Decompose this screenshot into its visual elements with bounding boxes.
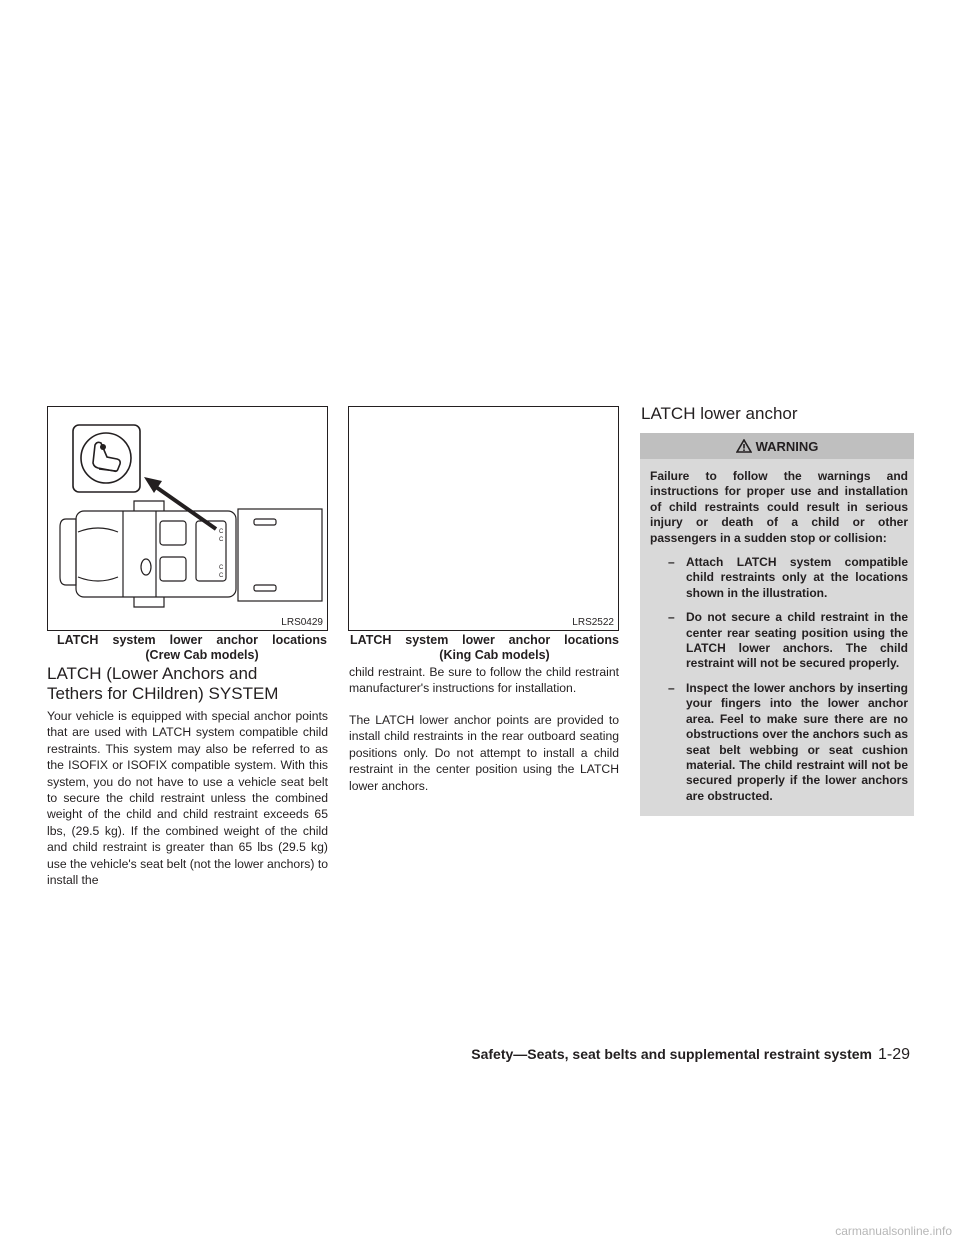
figure-king-cab	[348, 406, 619, 631]
caption-word: anchor	[216, 633, 259, 647]
svg-text:C: C	[219, 573, 224, 579]
warning-title: WARNING	[755, 438, 819, 454]
section-heading-latch-system: LATCH (Lower Anchors and Tethers for CHildren) SYSTEM	[47, 664, 279, 703]
warning-item-text: Do not secure a child restraint in the center rear seating position using the LATCH lower anchors. The child restraint will not be secured properly.	[686, 610, 908, 671]
caption-word: anchor	[508, 633, 551, 647]
footer-section-title: Safety—Seats, seat belts and supplemental restraint system	[471, 1046, 872, 1062]
caption-word: system	[405, 633, 449, 647]
figure-code: LRS2522	[572, 617, 614, 628]
warning-body	[640, 459, 914, 816]
caption-line-1	[57, 633, 327, 648]
caption-word: LATCH	[57, 633, 99, 647]
figure-caption-king-cab	[350, 633, 619, 663]
warning-intro: Failure to follow the warnings and instructions for proper use and installation of child restraints could result in serious injury or death of a child or other passengers in a sudden stop or collision:	[650, 469, 908, 545]
warning-triangle-icon	[736, 439, 752, 453]
caption-word: lower	[169, 633, 203, 647]
warning-item-text: Inspect the lower anchors by inserting your fingers into the lower anchor area. Feel to make sure there are no obstructions over the anchors such as seat belt webbing or seat cushion material. The child restraint will not be secured properly if the lower anchors are obstructed.	[686, 680, 908, 803]
warning-title-bar	[640, 433, 914, 459]
caption-word: lower	[462, 633, 495, 647]
warning-item-dash: –	[668, 610, 675, 625]
figure-caption-crew-cab	[57, 633, 327, 663]
caption-word: locations	[272, 633, 327, 647]
caption-word: system	[112, 633, 156, 647]
watermark: carmanualsonline.info	[835, 1224, 952, 1238]
crew-cab-truck-top-view	[60, 501, 322, 607]
warning-item	[650, 681, 908, 804]
warning-item-text: Attach LATCH system compatible child restraints only at the locations shown in the illustration.	[686, 555, 908, 600]
warning-item	[650, 610, 908, 672]
page-number: 1-29	[877, 1046, 910, 1063]
child-seat-icon	[73, 425, 140, 492]
warning-item-dash: –	[668, 680, 675, 695]
warning-item-dash: –	[668, 555, 675, 570]
latch-system-paragraph: Your vehicle is equipped with special anchor points that are used with LATCH system compatible child restraints. This system may also be referred to as the ISOFIX or ISOFIX compatible system. With this system, you do not have to use a vehicle seat belt to secure the child restraint unless the combined weight of the child and child restraint exceeds 65 lbs, (29.5 kg). If the combined weight of the child and child restraint is greater than 65 lbs (29.5 kg) use the vehicle's seat belt (not the lower anchors) to install the	[47, 709, 328, 888]
caption-line-2: (Crew Cab models)	[145, 648, 259, 662]
svg-text:C: C	[219, 565, 224, 571]
page-footer	[471, 1046, 910, 1064]
figure-crew-cab	[47, 406, 328, 631]
section-heading-lower-anchor: LATCH lower anchor	[641, 404, 798, 423]
caption-word: locations	[564, 633, 619, 647]
installation-paragraph: child restraint. Be sure to follow the child restraint manufacturer's instructions for installation.	[349, 665, 619, 696]
warning-box	[640, 433, 914, 816]
caption-word: LATCH	[350, 633, 392, 647]
caption-line-1	[350, 633, 619, 648]
crew-cab-illustration	[48, 407, 327, 630]
svg-text:C: C	[219, 529, 224, 535]
caption-line-2: (King Cab models)	[439, 648, 550, 662]
anchor-points-paragraph: The LATCH lower anchor points are provided to install child restraints in the rear outboard seating positions only. Do not attempt to install a child restraint in the center position using the LATCH lower anchors.	[349, 713, 619, 793]
figure-code: LRS0429	[281, 617, 323, 628]
warning-item	[650, 555, 908, 601]
svg-text:C: C	[219, 537, 224, 543]
